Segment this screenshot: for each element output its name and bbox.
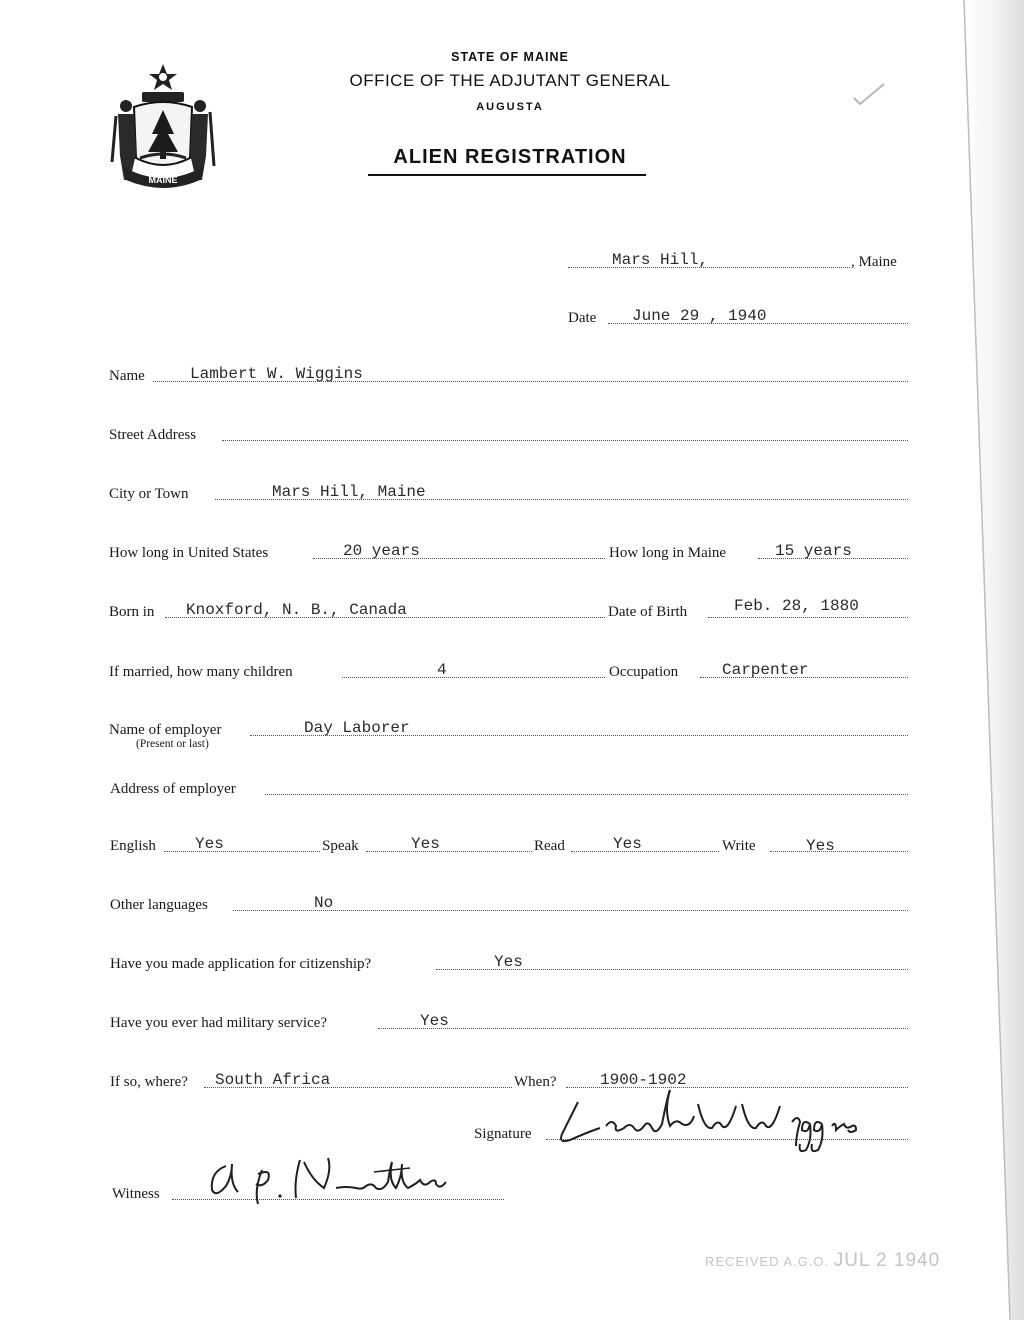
date-row: [0, 306, 1024, 330]
employer-value: Day Laborer: [304, 719, 410, 737]
family-row: [0, 660, 1024, 684]
occupation-value: Carpenter: [722, 661, 809, 679]
maine-years-label: How long in Maine: [609, 545, 727, 561]
military-label: Have you ever had military service?: [110, 1015, 327, 1031]
maine-years-value: 15 years: [775, 542, 852, 560]
when-value: 1900-1902: [600, 1071, 687, 1089]
city-label: City or Town: [109, 486, 189, 502]
citizenship-row: [0, 952, 1024, 976]
name-value: Lambert W. Wiggins: [190, 365, 363, 383]
witness-signature: [196, 1150, 496, 1210]
street-label: Street Address: [109, 427, 197, 443]
military-value: Yes: [420, 1012, 449, 1030]
signature-label: Signature: [474, 1126, 532, 1142]
maine-state-seal-icon: [104, 62, 222, 190]
write-value: Yes: [806, 837, 835, 855]
military-row: [0, 1011, 1024, 1035]
speak-label: Speak: [322, 838, 359, 854]
other-languages-value: No: [314, 894, 334, 912]
born-label: Born in: [109, 604, 155, 620]
header-office: OFFICE OF THE ADJUTANT GENERAL: [349, 71, 671, 90]
other-languages-label: Other languages: [110, 897, 208, 913]
place-row: [0, 250, 1024, 274]
citizenship-label: Have you made application for citizenship?: [110, 956, 372, 972]
residence-row: [0, 541, 1024, 565]
date-value: June 29 , 1940: [632, 307, 767, 325]
occupation-label: Occupation: [609, 664, 679, 680]
english-label: English: [110, 838, 156, 854]
city-value: Mars Hill, Maine: [272, 483, 426, 501]
us-years-value: 20 years: [343, 542, 420, 560]
english-value: Yes: [195, 835, 224, 853]
form-title: ALIEN REGISTRATION: [393, 146, 627, 168]
born-value: Knoxford, N. B., Canada: [186, 601, 407, 619]
witness-row: [0, 1182, 1024, 1206]
dob-line: [708, 617, 908, 618]
citizenship-value: Yes: [494, 953, 523, 971]
where-label: If so, where?: [110, 1074, 188, 1090]
speak-line: [366, 851, 532, 852]
street-row: [0, 423, 1024, 447]
city-row: [0, 482, 1024, 506]
received-stamp-date: JUL 2 1940: [833, 1250, 941, 1271]
birth-row: [0, 597, 1024, 624]
us-years-label: How long in United States: [109, 545, 269, 561]
children-value: 4: [437, 661, 447, 679]
when-label: When?: [514, 1074, 557, 1090]
pencil-check-mark-icon: [850, 80, 890, 110]
title-underline: [368, 174, 646, 176]
dob-value: Feb. 28, 1880: [734, 597, 859, 615]
employer-label: Name of employer: [109, 722, 222, 738]
employer-address-row: [0, 777, 1024, 801]
read-value: Yes: [613, 835, 642, 853]
employer-sublabel: (Present or last): [136, 738, 209, 750]
employer-address-label: Address of employer: [110, 781, 236, 797]
received-stamp: [705, 1250, 940, 1272]
write-label: Write: [722, 838, 756, 854]
english-line: [164, 851, 320, 852]
read-line: [571, 851, 719, 852]
dob-label: Date of Birth: [608, 604, 688, 620]
name-label: Name: [109, 368, 145, 384]
speak-value: Yes: [411, 835, 440, 853]
received-stamp-text: RECEIVED A.G.O.: [705, 1254, 830, 1269]
children-label: If married, how many children: [109, 664, 293, 680]
name-row: [0, 364, 1024, 388]
employer-address-line: [265, 794, 908, 795]
place-suffix: , Maine: [851, 254, 897, 270]
military-line: [378, 1028, 908, 1029]
applicant-signature: [548, 1088, 888, 1160]
language-skills-row: [0, 834, 1024, 858]
date-label: Date: [568, 310, 597, 326]
street-line: [222, 440, 908, 441]
read-label: Read: [534, 838, 565, 854]
header-state: STATE OF MAINE: [451, 50, 569, 64]
other-languages-line: [233, 910, 908, 911]
header-city: AUGUSTA: [476, 101, 544, 113]
witness-label: Witness: [112, 1186, 160, 1202]
seal-label: MAINE: [148, 175, 178, 185]
place-value: Mars Hill,: [612, 251, 709, 269]
where-value: South Africa: [215, 1071, 331, 1089]
write-line: [770, 851, 908, 852]
other-languages-row: [0, 893, 1024, 917]
place-line: [568, 267, 850, 268]
children-line: [342, 677, 605, 678]
